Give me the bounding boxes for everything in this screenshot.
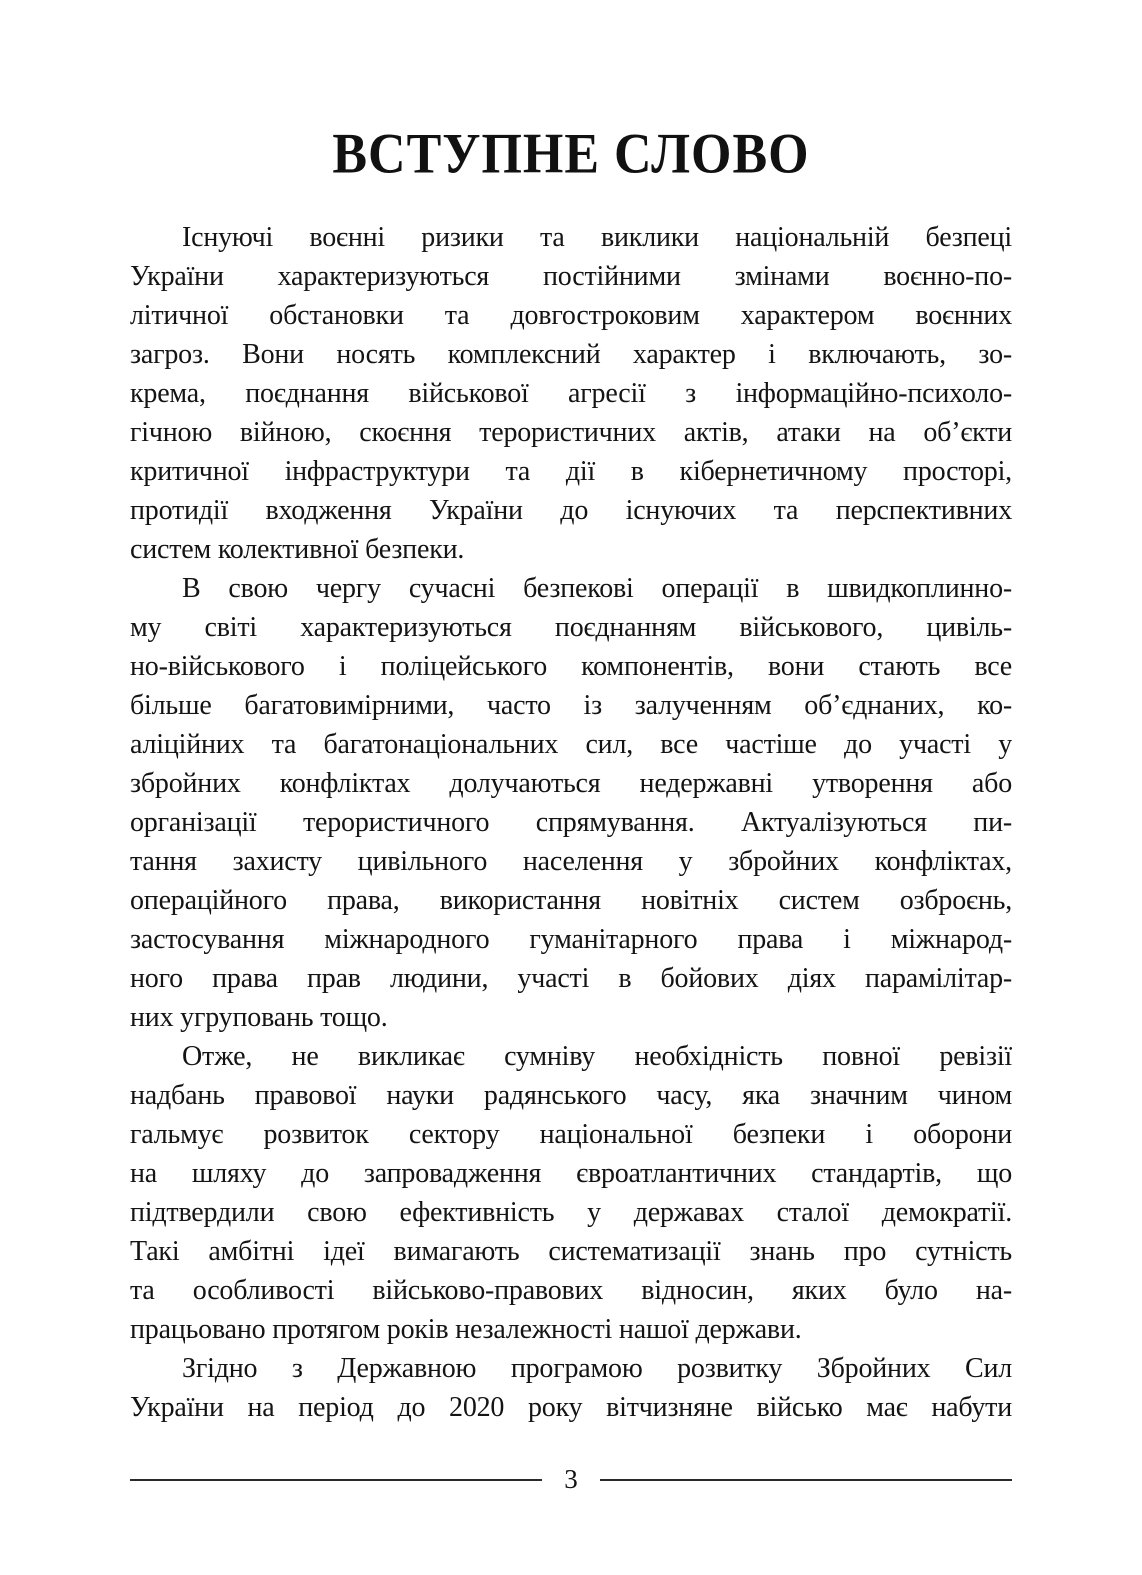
footer-rule-left bbox=[130, 1479, 542, 1481]
text-line: підтвердили свою ефективність у державах сталої демократії. bbox=[130, 1197, 1012, 1228]
text-line: му світі характеризуються поєднанням військового, цивіль- bbox=[130, 612, 1012, 643]
text-line: Такі амбітні ідеї вимагають систематизації знань про сутність bbox=[130, 1236, 1012, 1267]
text-line: застосування міжнародного гуманітарного права і міжнарод- bbox=[130, 924, 1012, 955]
text-line: працьовано протягом років незалежності нашої держави. bbox=[130, 1314, 802, 1345]
paragraph bbox=[130, 218, 1012, 569]
text-line: Отже, не викликає сумніву необхідність повної ревізії bbox=[182, 1041, 1012, 1072]
paragraph bbox=[130, 1037, 1012, 1349]
page-title: ВСТУПНЕ СЛОВО bbox=[332, 123, 810, 186]
text-line: Згідно з Державною програмою розвитку Збройних Сил bbox=[182, 1353, 1012, 1384]
text-line: протидії входження України до існуючих та перспективних bbox=[130, 495, 1012, 526]
text-line: збройних конфліктах долучаються недержавні утворення або bbox=[130, 768, 1012, 799]
text-line: організації терористичного спрямування. Актуалізуються пи- bbox=[130, 807, 1012, 838]
text-line: В свою чергу сучасні безпекові операції в швидкоплинно- bbox=[182, 573, 1012, 604]
text-line: більше багатовимірними, часто із залученням об’єднаних, ко- bbox=[130, 690, 1012, 721]
text-line: но-військового і поліцейського компонентів, вони стають все bbox=[130, 651, 1012, 682]
text-line: тання захисту цивільного населення у збройних конфліктах, bbox=[130, 846, 1012, 877]
footer-rule-right bbox=[600, 1479, 1012, 1481]
page-number: 3 bbox=[564, 1464, 578, 1494]
text-line: Існуючі воєнні ризики та виклики національній безпеці bbox=[182, 222, 1012, 253]
page-footer bbox=[130, 1466, 1012, 1493]
paragraph bbox=[130, 569, 1012, 1037]
text-line: гальмує розвиток сектору національної безпеки і оборони bbox=[130, 1119, 1012, 1150]
text-line: на шляху до запровадження євроатлантичних стандартів, що bbox=[130, 1158, 1012, 1189]
text-line: операційного права, використання новітніх систем озброєнь, bbox=[130, 885, 1012, 916]
text-line: України на період до 2020 року вітчизняне військо має набути bbox=[130, 1392, 1012, 1423]
text-line: систем колективної безпеки. bbox=[130, 534, 465, 565]
text-line: критичної інфраструктури та дії в кібернетичному просторі, bbox=[130, 456, 1012, 487]
text-line: загроз. Вони носять комплексний характер і включають, зо- bbox=[130, 339, 1012, 370]
text-line: гічною війною, скоєння терористичних актів, атаки на об’єкти bbox=[130, 417, 1012, 448]
text-line: та особливості військово-правових відносин, яких було на- bbox=[130, 1275, 1012, 1306]
text-line: надбань правової науки радянського часу, яка значним чином bbox=[130, 1080, 1012, 1111]
paragraph bbox=[130, 1349, 1012, 1427]
text-line: літичної обстановки та довгостроковим характером воєнних bbox=[130, 300, 1012, 331]
body-text bbox=[130, 218, 1012, 1427]
text-line: України характеризуються постійними змінами воєнно-по- bbox=[130, 261, 1012, 292]
text-line: них угруповань тощо. bbox=[130, 1002, 388, 1033]
text-line: аліційних та багатонаціональних сил, все частіше до участі у bbox=[130, 729, 1012, 760]
text-line: ного права прав людини, участі в бойових діях парамілітар- bbox=[130, 963, 1012, 994]
text-line: крема, поєднання військової агресії з інформаційно-психоло- bbox=[130, 378, 1012, 409]
